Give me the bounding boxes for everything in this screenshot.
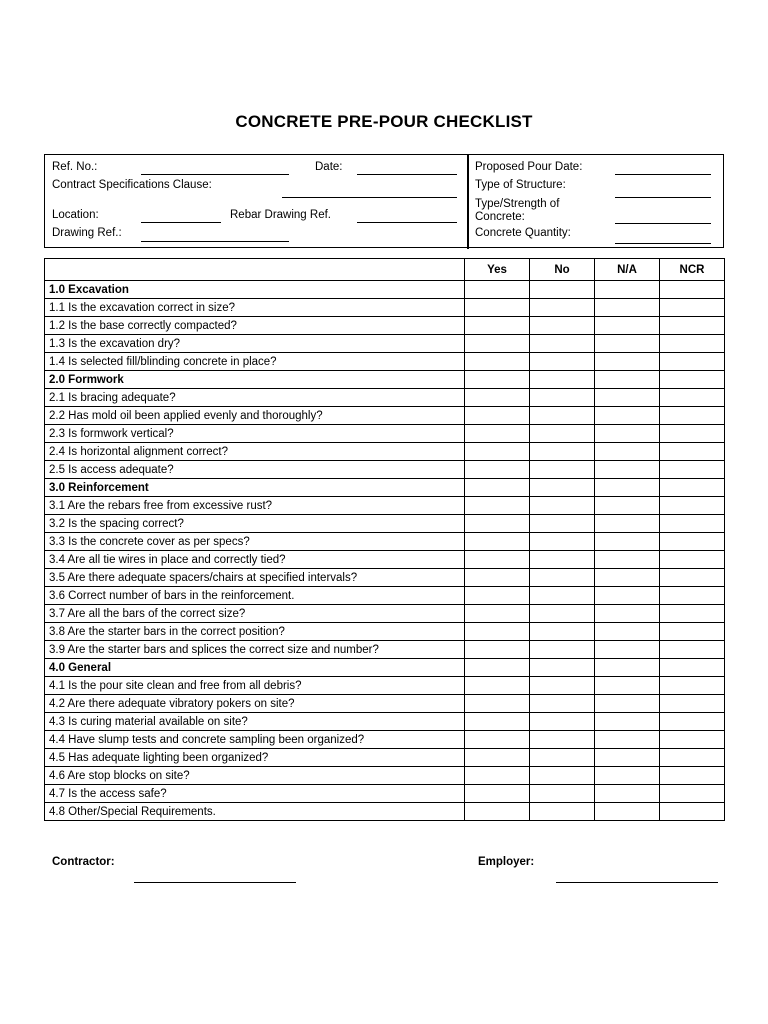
- checkbox-cell-na[interactable]: [595, 317, 660, 335]
- checkbox-cell-yes[interactable]: [465, 749, 530, 767]
- checkbox-cell-no[interactable]: [530, 641, 595, 659]
- checklist-item-label: 3.6 Correct number of bars in the reinforcement.: [45, 587, 465, 605]
- checkbox-cell-ncr[interactable]: [660, 623, 725, 641]
- table-row: [45, 353, 725, 371]
- checkbox-cell-na[interactable]: [595, 353, 660, 371]
- table-row: [45, 749, 725, 767]
- checklist-item-label: 4.3 Is curing material available on site?: [45, 713, 465, 731]
- table-section-row: [45, 659, 725, 677]
- column-header-na: N/A: [595, 259, 660, 281]
- page-title: CONCRETE PRE-POUR CHECKLIST: [235, 112, 533, 131]
- checkbox-cell-no[interactable]: [530, 623, 595, 641]
- table-section-row: [45, 371, 725, 389]
- checkbox-cell-ncr[interactable]: [660, 551, 725, 569]
- checkbox-cell-no[interactable]: [530, 299, 595, 317]
- checkbox-cell-yes[interactable]: [465, 425, 530, 443]
- checkbox-cell-yes[interactable]: [465, 407, 530, 425]
- table-row: [45, 731, 725, 749]
- checkbox-cell-na[interactable]: [595, 749, 660, 767]
- column-header-yes: Yes: [465, 259, 530, 281]
- checkbox-cell-no[interactable]: [530, 569, 595, 587]
- checklist-item-label: 3.3 Is the concrete cover as per specs?: [45, 533, 465, 551]
- checkbox-cell-yes[interactable]: [465, 587, 530, 605]
- field-input-concrete-quantity[interactable]: [615, 243, 711, 244]
- checkbox-cell-yes[interactable]: [465, 659, 530, 677]
- checkbox-cell-ncr[interactable]: [660, 479, 725, 497]
- checkbox-cell-ncr[interactable]: [660, 605, 725, 623]
- field-label-rebar-drawing-ref: Rebar Drawing Ref.: [230, 209, 331, 221]
- checklist-item-label: 3.2 Is the spacing correct?: [45, 515, 465, 533]
- checkbox-cell-yes[interactable]: [465, 641, 530, 659]
- table-row: [45, 605, 725, 623]
- checkbox-cell-ncr[interactable]: [660, 497, 725, 515]
- checkbox-cell-ncr[interactable]: [660, 533, 725, 551]
- checklist-item-label: 2.1 Is bracing adequate?: [45, 389, 465, 407]
- checkbox-cell-na[interactable]: [595, 281, 660, 299]
- checkbox-cell-na[interactable]: [595, 767, 660, 785]
- checkbox-cell-ncr[interactable]: [660, 281, 725, 299]
- field-input-type-strength-of-concrete[interactable]: [615, 223, 711, 224]
- field-input-drawing-ref[interactable]: [141, 241, 289, 242]
- checkbox-cell-ncr[interactable]: [660, 569, 725, 587]
- checkbox-cell-yes[interactable]: [465, 479, 530, 497]
- checkbox-cell-yes[interactable]: [465, 335, 530, 353]
- checkbox-cell-ncr[interactable]: [660, 299, 725, 317]
- checkbox-cell-na[interactable]: [595, 569, 660, 587]
- table-row: [45, 407, 725, 425]
- header-vertical-divider: [467, 155, 469, 249]
- section-label: 4.0 General: [45, 659, 465, 677]
- checkbox-cell-ncr[interactable]: [660, 659, 725, 677]
- checkbox-cell-no[interactable]: [530, 479, 595, 497]
- checkbox-cell-ncr[interactable]: [660, 587, 725, 605]
- employer-label: Employer:: [478, 856, 535, 868]
- checklist-item-label: 4.8 Other/Special Requirements.: [45, 803, 465, 821]
- checkbox-cell-ncr[interactable]: [660, 317, 725, 335]
- section-label: 3.0 Reinforcement: [45, 479, 465, 497]
- checkbox-cell-no[interactable]: [530, 605, 595, 623]
- checklist-item-label: 1.1 Is the excavation correct in size?: [45, 299, 465, 317]
- checkbox-cell-ncr[interactable]: [660, 425, 725, 443]
- checklist-item-label: 4.4 Have slump tests and concrete sampling been organized?: [45, 731, 465, 749]
- checklist-item-label: 3.5 Are there adequate spacers/chairs at specified intervals?: [45, 569, 465, 587]
- field-input-contract-spec-clause[interactable]: [282, 197, 457, 198]
- checkbox-cell-no[interactable]: [530, 407, 595, 425]
- field-label-ref-no: Ref. No.:: [52, 161, 98, 173]
- contractor-label: Contractor:: [52, 856, 115, 868]
- checkbox-cell-ncr[interactable]: [660, 731, 725, 749]
- checkbox-cell-na[interactable]: [595, 443, 660, 461]
- checkbox-cell-yes[interactable]: [465, 353, 530, 371]
- checkbox-cell-no[interactable]: [530, 443, 595, 461]
- checkbox-cell-no[interactable]: [530, 497, 595, 515]
- checkbox-cell-no[interactable]: [530, 533, 595, 551]
- section-label: 2.0 Formwork: [45, 371, 465, 389]
- checkbox-cell-na[interactable]: [595, 695, 660, 713]
- header-info-box: [44, 154, 724, 248]
- table-row: [45, 623, 725, 641]
- table-section-row: [45, 479, 725, 497]
- checkbox-cell-yes[interactable]: [465, 497, 530, 515]
- checklist-item-label: 4.7 Is the access safe?: [45, 785, 465, 803]
- table-row: [45, 425, 725, 443]
- field-label-type-strength-line2: Concrete:: [475, 211, 525, 223]
- checkbox-cell-na[interactable]: [595, 731, 660, 749]
- field-label-type-of-structure: Type of Structure:: [475, 179, 566, 191]
- column-header-no: No: [530, 259, 595, 281]
- checkbox-cell-ncr[interactable]: [660, 785, 725, 803]
- table-row: [45, 569, 725, 587]
- table-row: [45, 785, 725, 803]
- checkbox-cell-ncr[interactable]: [660, 695, 725, 713]
- checkbox-cell-ncr[interactable]: [660, 443, 725, 461]
- checkbox-cell-yes[interactable]: [465, 695, 530, 713]
- table-row: [45, 641, 725, 659]
- field-label-location: Location:: [52, 209, 99, 221]
- checklist-item-label: 3.1 Are the rebars free from excessive rust?: [45, 497, 465, 515]
- section-label: 1.0 Excavation: [45, 281, 465, 299]
- checkbox-cell-ncr[interactable]: [660, 353, 725, 371]
- table-row: [45, 497, 725, 515]
- checkbox-cell-ncr[interactable]: [660, 407, 725, 425]
- field-input-ref-no[interactable]: [141, 174, 289, 175]
- table-row: [45, 713, 725, 731]
- table-row: [45, 389, 725, 407]
- field-input-type-of-structure[interactable]: [615, 197, 711, 198]
- checkbox-cell-no[interactable]: [530, 551, 595, 569]
- checkbox-cell-no[interactable]: [530, 803, 595, 821]
- table-row: [45, 515, 725, 533]
- checklist-item-label: 4.2 Are there adequate vibratory pokers on site?: [45, 695, 465, 713]
- field-label-concrete-quantity: Concrete Quantity:: [475, 227, 571, 239]
- table-row: [45, 551, 725, 569]
- checkbox-cell-na[interactable]: [595, 497, 660, 515]
- checkbox-cell-yes[interactable]: [465, 371, 530, 389]
- checkbox-cell-yes[interactable]: [465, 605, 530, 623]
- checklist-item-label: 3.4 Are all tie wires in place and correctly tied?: [45, 551, 465, 569]
- field-label-drawing-ref: Drawing Ref.:: [52, 227, 122, 239]
- field-label-proposed-pour-date: Proposed Pour Date:: [475, 161, 583, 173]
- table-row: [45, 443, 725, 461]
- checkbox-cell-no[interactable]: [530, 425, 595, 443]
- table-row: [45, 461, 725, 479]
- checkbox-cell-no[interactable]: [530, 353, 595, 371]
- checkbox-cell-ncr[interactable]: [660, 749, 725, 767]
- checklist-item-label: 3.7 Are all the bars of the correct size?: [45, 605, 465, 623]
- checklist-body: [45, 281, 725, 821]
- table-header-row: [45, 259, 725, 281]
- checkbox-cell-yes[interactable]: [465, 461, 530, 479]
- checkbox-cell-na[interactable]: [595, 407, 660, 425]
- checkbox-cell-yes[interactable]: [465, 767, 530, 785]
- checkbox-cell-yes[interactable]: [465, 515, 530, 533]
- table-row: [45, 803, 725, 821]
- checkbox-cell-ncr[interactable]: [660, 677, 725, 695]
- checkbox-cell-no[interactable]: [530, 371, 595, 389]
- checkbox-cell-yes[interactable]: [465, 677, 530, 695]
- checkbox-cell-ncr[interactable]: [660, 371, 725, 389]
- checkbox-cell-no[interactable]: [530, 713, 595, 731]
- table-row: [45, 767, 725, 785]
- checkbox-cell-na[interactable]: [595, 659, 660, 677]
- field-input-proposed-pour-date[interactable]: [615, 174, 711, 175]
- table-row: [45, 587, 725, 605]
- checkbox-cell-na[interactable]: [595, 785, 660, 803]
- checkbox-cell-no[interactable]: [530, 335, 595, 353]
- checkbox-cell-yes[interactable]: [465, 533, 530, 551]
- table-row: [45, 335, 725, 353]
- checkbox-cell-ncr[interactable]: [660, 713, 725, 731]
- checkbox-cell-na[interactable]: [595, 713, 660, 731]
- checkbox-cell-yes[interactable]: [465, 389, 530, 407]
- checkbox-cell-yes[interactable]: [465, 569, 530, 587]
- contractor-signature-input[interactable]: [134, 882, 296, 883]
- checkbox-cell-no[interactable]: [530, 785, 595, 803]
- checkbox-cell-ncr[interactable]: [660, 767, 725, 785]
- column-header-ncr: NCR: [660, 259, 725, 281]
- checkbox-cell-ncr[interactable]: [660, 389, 725, 407]
- checkbox-cell-na[interactable]: [595, 551, 660, 569]
- field-input-location[interactable]: [141, 222, 221, 223]
- checkbox-cell-ncr[interactable]: [660, 515, 725, 533]
- field-label-contract-spec-clause: Contract Specifications Clause:: [52, 179, 212, 191]
- checkbox-cell-na[interactable]: [595, 587, 660, 605]
- checkbox-cell-no[interactable]: [530, 731, 595, 749]
- checkbox-cell-no[interactable]: [530, 461, 595, 479]
- field-label-type-strength-line1: Type/Strength of: [475, 198, 560, 210]
- table-row: [45, 299, 725, 317]
- checklist-table: [44, 258, 725, 821]
- checkbox-cell-na[interactable]: [595, 371, 660, 389]
- checkbox-cell-ncr[interactable]: [660, 461, 725, 479]
- checklist-item-label: 1.3 Is the excavation dry?: [45, 335, 465, 353]
- checkbox-cell-no[interactable]: [530, 767, 595, 785]
- checkbox-cell-yes[interactable]: [465, 713, 530, 731]
- checkbox-cell-na[interactable]: [595, 605, 660, 623]
- checkbox-cell-yes[interactable]: [465, 731, 530, 749]
- checklist-item-label: 2.5 Is access adequate?: [45, 461, 465, 479]
- checkbox-cell-yes[interactable]: [465, 299, 530, 317]
- checklist-item-label: 2.4 Is horizontal alignment correct?: [45, 443, 465, 461]
- checklist-item-label: 2.2 Has mold oil been applied evenly and thoroughly?: [45, 407, 465, 425]
- checkbox-cell-no[interactable]: [530, 659, 595, 677]
- table-row: [45, 533, 725, 551]
- table-row: [45, 695, 725, 713]
- checklist-item-label: 1.2 Is the base correctly compacted?: [45, 317, 465, 335]
- field-input-rebar-drawing-ref[interactable]: [357, 222, 457, 223]
- table-section-row: [45, 281, 725, 299]
- checkbox-cell-na[interactable]: [595, 623, 660, 641]
- checkbox-cell-no[interactable]: [530, 749, 595, 767]
- field-input-date[interactable]: [357, 174, 457, 175]
- checkbox-cell-yes[interactable]: [465, 551, 530, 569]
- checkbox-cell-no[interactable]: [530, 515, 595, 533]
- checkbox-cell-no[interactable]: [530, 677, 595, 695]
- checkbox-cell-no[interactable]: [530, 695, 595, 713]
- checkbox-cell-yes[interactable]: [465, 281, 530, 299]
- checkbox-cell-na[interactable]: [595, 677, 660, 695]
- checklist-item-label: 4.5 Has adequate lighting been organized?: [45, 749, 465, 767]
- checklist-item-label: 4.1 Is the pour site clean and free from all debris?: [45, 677, 465, 695]
- table-row: [45, 317, 725, 335]
- checkbox-cell-yes[interactable]: [465, 623, 530, 641]
- checkbox-cell-no[interactable]: [530, 587, 595, 605]
- checklist-item-label: 3.9 Are the starter bars and splices the correct size and number?: [45, 641, 465, 659]
- checkbox-cell-yes[interactable]: [465, 317, 530, 335]
- checkbox-cell-yes[interactable]: [465, 443, 530, 461]
- checkbox-cell-yes[interactable]: [465, 803, 530, 821]
- checkbox-cell-na[interactable]: [595, 425, 660, 443]
- checkbox-cell-na[interactable]: [595, 803, 660, 821]
- checkbox-cell-no[interactable]: [530, 317, 595, 335]
- table-row: [45, 677, 725, 695]
- checkbox-cell-na[interactable]: [595, 389, 660, 407]
- checkbox-cell-ncr[interactable]: [660, 335, 725, 353]
- checkbox-cell-yes[interactable]: [465, 785, 530, 803]
- checkbox-cell-na[interactable]: [595, 533, 660, 551]
- checkbox-cell-no[interactable]: [530, 389, 595, 407]
- checklist-item-label: 4.6 Are stop blocks on site?: [45, 767, 465, 785]
- checkbox-cell-na[interactable]: [595, 299, 660, 317]
- checkbox-cell-na[interactable]: [595, 641, 660, 659]
- field-label-date: Date:: [315, 161, 343, 173]
- checklist-item-label: 2.3 Is formwork vertical?: [45, 425, 465, 443]
- checkbox-cell-na[interactable]: [595, 461, 660, 479]
- checkbox-cell-ncr[interactable]: [660, 641, 725, 659]
- employer-signature-input[interactable]: [556, 882, 718, 883]
- checkbox-cell-na[interactable]: [595, 479, 660, 497]
- checkbox-cell-na[interactable]: [595, 335, 660, 353]
- checklist-item-label: 1.4 Is selected fill/blinding concrete in place?: [45, 353, 465, 371]
- column-header-item: [45, 259, 465, 281]
- checkbox-cell-ncr[interactable]: [660, 803, 725, 821]
- checklist-item-label: 3.8 Are the starter bars in the correct position?: [45, 623, 465, 641]
- checkbox-cell-na[interactable]: [595, 515, 660, 533]
- checkbox-cell-no[interactable]: [530, 281, 595, 299]
